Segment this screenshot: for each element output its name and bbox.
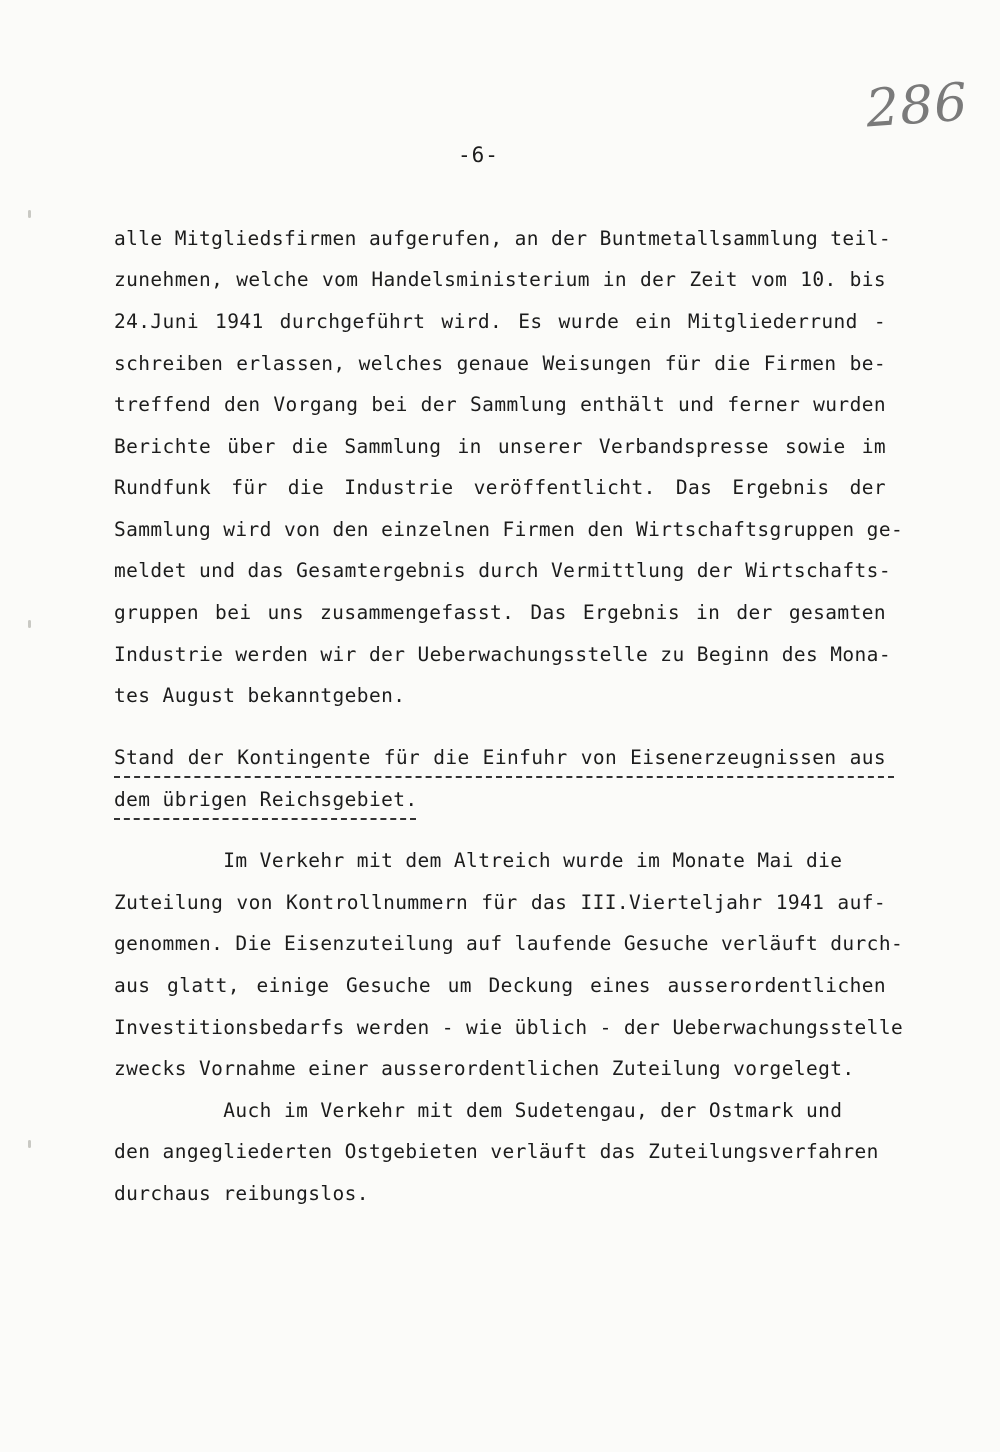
paragraph1-line: Rundfunk für die Industrie veröffentlicht. Das Ergebnis der [114, 476, 886, 499]
paragraph2-line: Investitionsbedarfs werden - wie üblich - der Ueberwachungsstelle [114, 1016, 904, 1039]
paragraph2-line: zwecks Vornahme einer ausserordentlichen Zuteilung vorgelegt. [114, 1057, 855, 1080]
paragraph1-line: 24.Juni 1941 durchgeführt wird. Es wurde ein Mitgliederrund - [114, 310, 886, 333]
paragraph1-line: Industrie werden wir der Ueberwachungsstelle zu Beginn des Mona- [114, 643, 891, 666]
paragraph2-line: genommen. Die Eisenzuteilung auf laufende Gesuche verläuft durch- [114, 932, 904, 955]
handwritten-archive-number: 286 [864, 72, 971, 140]
paragraph3-line: Auch im Verkehr mit dem Sudetengau, der Ostmark und [114, 1099, 843, 1122]
heading-underline [114, 818, 416, 820]
section-heading-line: Stand der Kontingente für die Einfuhr von Eisenerzeugnissen aus [114, 746, 886, 769]
paragraph3-line: durchaus reibungslos. [114, 1182, 369, 1205]
page-number: -6- [458, 143, 499, 167]
binder-mark [28, 620, 31, 628]
heading-underline [114, 776, 894, 778]
paragraph1-line: schreiben erlassen, welches genaue Weisungen für die Firmen be- [114, 352, 886, 375]
section-heading-line: dem übrigen Reichsgebiet. [114, 788, 418, 811]
paragraph2-line: Zuteilung von Kontrollnummern für das III.Vierteljahr 1941 auf- [114, 891, 886, 914]
binder-mark [28, 1140, 31, 1148]
paragraph1-line: zunehmen, welche vom Handelsministerium in der Zeit vom 10. bis [114, 268, 886, 291]
paragraph1-line: tes August bekanntgeben. [114, 684, 406, 707]
binder-mark [28, 210, 31, 218]
paragraph1-line: Sammlung wird von den einzelnen Firmen den Wirtschaftsgruppen ge- [114, 518, 904, 541]
paragraph2-line: aus glatt, einige Gesuche um Deckung eines ausserordentlichen [114, 974, 886, 997]
paragraph3-line: den angegliederten Ostgebieten verläuft das Zuteilungsverfahren [114, 1140, 879, 1163]
paragraph1-line: meldet und das Gesamtergebnis durch Vermittlung der Wirtschafts- [114, 559, 891, 582]
paragraph2-line: Im Verkehr mit dem Altreich wurde im Monate Mai die [114, 849, 843, 872]
paragraph1-line: gruppen bei uns zusammengefasst. Das Ergebnis in der gesamten [114, 601, 886, 624]
paragraph1-line: treffend den Vorgang bei der Sammlung enthält und ferner wurden [114, 393, 886, 416]
paragraph1-line: Berichte über die Sammlung in unserer Verbandspresse sowie im [114, 435, 886, 458]
paragraph1-line: alle Mitgliedsfirmen aufgerufen, an der Buntmetallsammlung teil- [114, 227, 891, 250]
